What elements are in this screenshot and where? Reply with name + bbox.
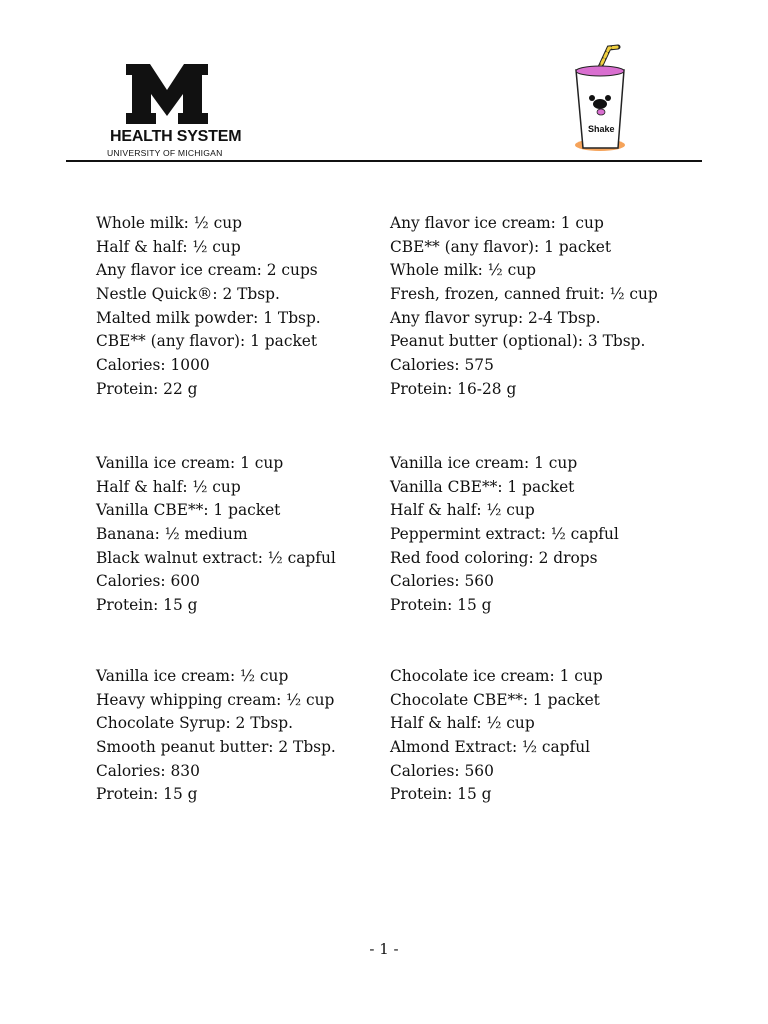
recipe-line: Vanilla CBE**: 1 packet	[390, 477, 575, 496]
recipe-line: Chocolate CBE**: 1 packet	[390, 690, 600, 709]
shake-top	[576, 66, 624, 76]
recipe-block	[96, 452, 386, 618]
recipe-line: Banana: ½ medium	[96, 525, 248, 544]
recipe-line: Chocolate ice cream: 1 cup	[390, 667, 603, 685]
page-number: - 1 -	[369, 940, 399, 958]
recipe-line: Calories: 830	[96, 761, 200, 780]
recipe-line: Any flavor ice cream: 2 cups	[96, 261, 318, 280]
recipe-line: Protein: 15 g	[96, 785, 198, 804]
cow-nose	[597, 109, 605, 115]
recipe-line: CBE** (any flavor): 1 packet	[96, 332, 318, 351]
cow-ear-left	[589, 95, 595, 101]
recipe-line: Protein: 15 g	[390, 785, 492, 804]
recipe-line: Vanilla ice cream: ½ cup	[96, 667, 289, 685]
recipe-line: Almond Extract: ½ capful	[390, 738, 591, 757]
milkshake-illustration	[568, 40, 638, 156]
recipe-block	[390, 452, 680, 618]
recipe-line: Calories: 1000	[96, 356, 210, 375]
recipe-line: Protein: 16-28 g	[390, 379, 517, 398]
block-m-icon	[126, 64, 208, 124]
recipe-line: Half & half: ½ cup	[390, 714, 535, 733]
recipe-line: Vanilla CBE**: 1 packet	[96, 501, 281, 520]
recipe-line: Nestle Quick®: 2 Tbsp.	[96, 285, 280, 304]
recipe-block	[96, 212, 386, 402]
logo-title: HEALTH SYSTEM	[110, 128, 242, 145]
recipe-line: Smooth peanut butter: 2 Tbsp.	[96, 738, 336, 757]
recipe-line: Peanut butter (optional): 3 Tbsp.	[390, 332, 646, 351]
recipe-line: Vanilla ice cream: 1 cup	[96, 454, 284, 472]
recipe-line: Calories: 600	[96, 572, 200, 591]
recipe-line: Protein: 15 g	[390, 596, 492, 615]
recipe-line: Black walnut extract: ½ capful	[96, 548, 336, 567]
recipe-line: Any flavor syrup: 2-4 Tbsp.	[390, 308, 601, 327]
recipe-line: Whole milk: ½ cup	[390, 261, 536, 280]
recipe-line: Whole milk: ½ cup	[96, 214, 242, 232]
logo-subtitle: UNIVERSITY OF MICHIGAN	[107, 148, 223, 158]
recipe-line: Any flavor ice cream: 1 cup	[390, 214, 604, 232]
recipe-line: Protein: 22 g	[96, 379, 198, 398]
recipe-line: CBE** (any flavor): 1 packet	[390, 237, 612, 256]
recipe-line: Malted milk powder: 1 Tbsp.	[96, 308, 321, 327]
recipe-line: Vanilla ice cream: 1 cup	[390, 454, 578, 472]
shake-label: Shake	[588, 124, 615, 134]
recipe-line: Half & half: ½ cup	[390, 501, 535, 520]
recipe-line: Calories: 575	[390, 356, 494, 375]
recipe-block	[390, 212, 680, 402]
recipe-line: Peppermint extract: ½ capful	[390, 525, 619, 544]
recipe-line: Red food coloring: 2 drops	[390, 548, 598, 567]
recipe-line: Fresh, frozen, canned fruit: ½ cup	[390, 285, 658, 304]
recipe-line: Half & half: ½ cup	[96, 237, 241, 256]
recipe-line: Half & half: ½ cup	[96, 477, 241, 496]
recipe-line: Protein: 15 g	[96, 596, 198, 615]
recipe-line: Heavy whipping cream: ½ cup	[96, 690, 335, 709]
cow-ear-right	[605, 95, 611, 101]
recipe-block	[390, 665, 680, 807]
recipe-block	[96, 665, 386, 807]
um-health-system-logo	[104, 64, 242, 160]
recipe-line: Calories: 560	[390, 572, 494, 591]
cow-face-icon	[593, 99, 607, 109]
recipe-line: Chocolate Syrup: 2 Tbsp.	[96, 714, 294, 733]
header-divider	[66, 160, 702, 162]
recipe-line: Calories: 560	[390, 761, 494, 780]
